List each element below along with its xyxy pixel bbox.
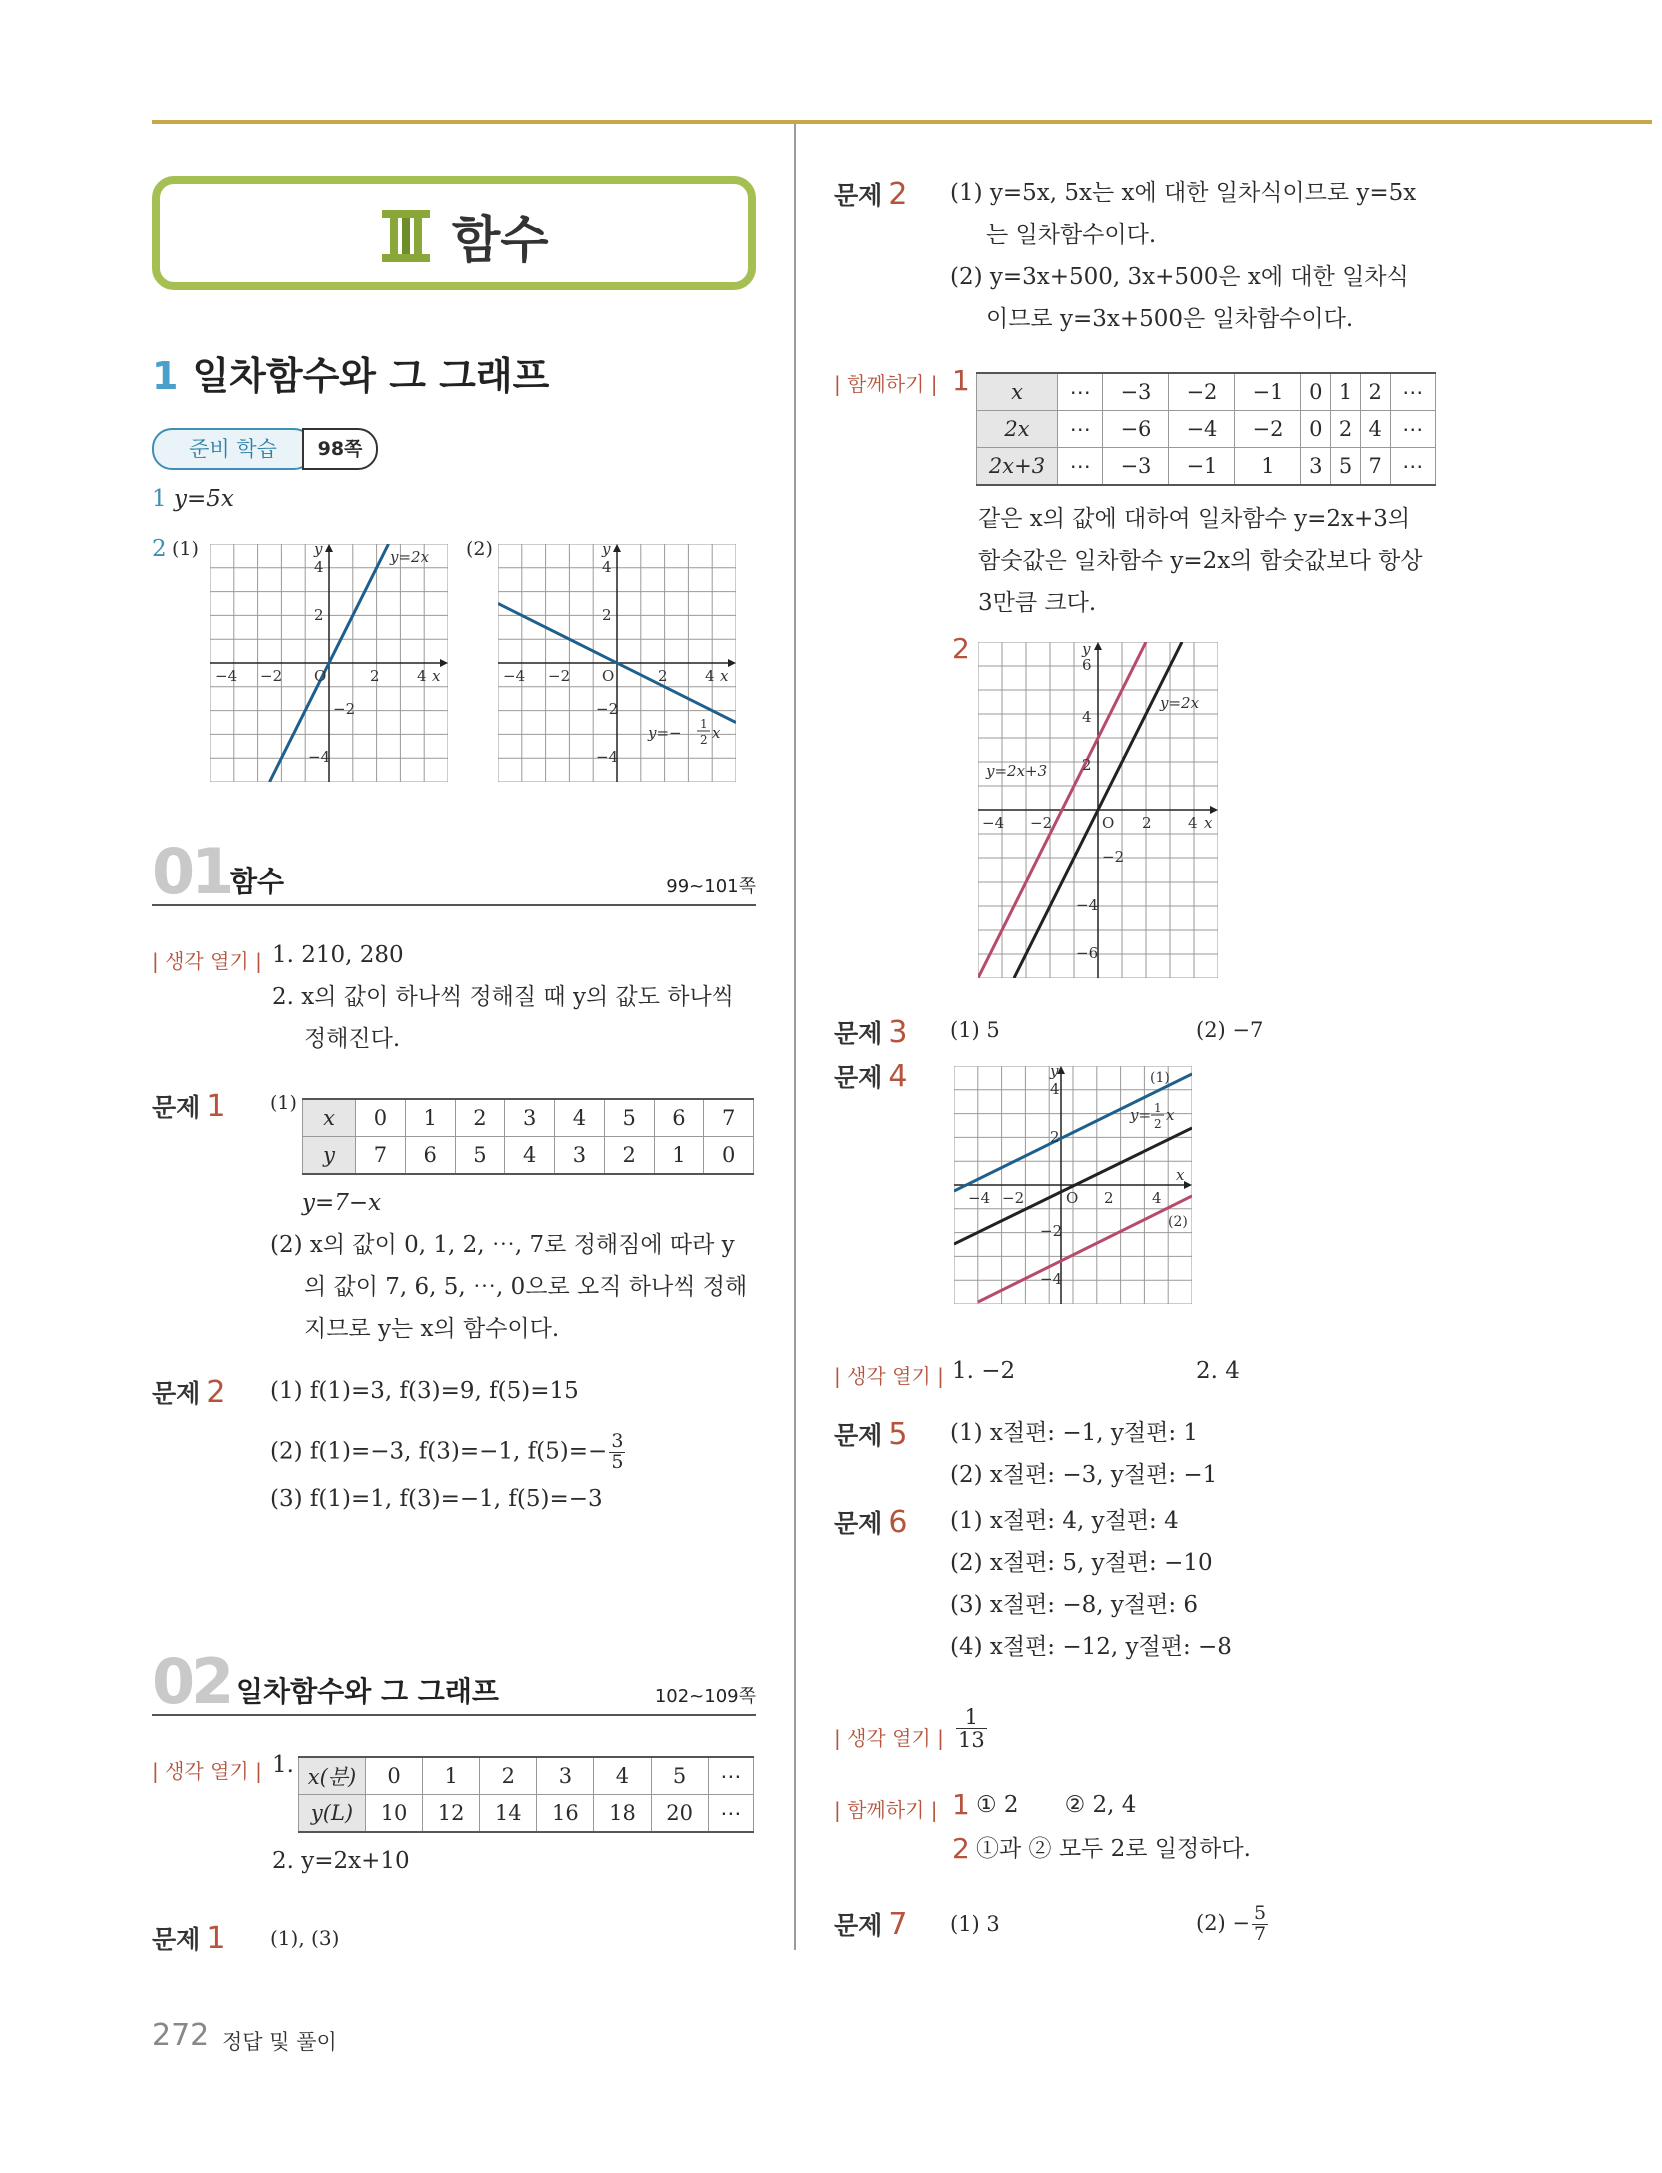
problem-1-table bbox=[302, 1098, 754, 1175]
svg-text:−4: −4 bbox=[1076, 896, 1099, 914]
svg-text:−4: −4 bbox=[968, 1189, 991, 1207]
svg-text:4: 4 bbox=[1152, 1189, 1162, 1207]
subsection-02-pages: 102~109쪽 bbox=[654, 1686, 756, 1707]
problem-1-p2c: 지므로 y는 x의 함수이다. bbox=[304, 1316, 560, 1342]
r-problem-5-l1: (1) x절편: −1, y절편: 1 bbox=[950, 1420, 1199, 1446]
together-1-text3: 3만큼 크다. bbox=[978, 590, 1097, 616]
think2-table bbox=[298, 1756, 754, 1833]
chapter-header bbox=[152, 176, 756, 290]
problem-1-part1: (1) bbox=[270, 1092, 297, 1114]
svg-text:4: 4 bbox=[1082, 708, 1092, 726]
subsection-01-header bbox=[152, 835, 756, 908]
r-problem-2-label: 문제 2 bbox=[834, 177, 908, 212]
table-row: y(L) 10 12 14 16 18 20 ⋯ bbox=[299, 1795, 754, 1833]
svg-text:y: y bbox=[1082, 642, 1091, 658]
subsection-01-number: 01 bbox=[152, 835, 231, 908]
svg-text:2: 2 bbox=[1082, 756, 1092, 774]
svg-text:O: O bbox=[1066, 1189, 1079, 1207]
svg-text:x: x bbox=[432, 667, 441, 685]
svg-text:4: 4 bbox=[314, 558, 324, 576]
chapter-title: 함수 bbox=[452, 211, 549, 269]
prep-label: 준비 학습 bbox=[152, 428, 314, 470]
svg-text:4: 4 bbox=[1188, 814, 1198, 832]
problem-1-p2a: (2) x의 값이 0, 1, 2, ⋯, 7로 정해짐에 따라 y bbox=[270, 1232, 735, 1258]
section-number: 1 bbox=[152, 354, 179, 398]
svg-text:−2: −2 bbox=[548, 667, 571, 685]
together-tag: | 함께하기 | bbox=[834, 372, 938, 396]
r-problem-2-l4: 이므로 y=3x+500은 일차함수이다. bbox=[986, 306, 1354, 332]
think4-fraction: $\frac{1}{13}$ bbox=[958, 1705, 985, 1753]
graph-together-2 bbox=[978, 642, 1218, 978]
section-title bbox=[152, 345, 549, 400]
r-problem-6-l1: (1) x절편: 4, y절편: 4 bbox=[950, 1508, 1179, 1534]
together-1-text2: 함숫값은 일차함수 y=2x의 함숫값보다 항상 bbox=[978, 548, 1423, 574]
subsection-01-title: 함수 bbox=[230, 865, 285, 898]
graph-label-2x: y=2x bbox=[1160, 694, 1200, 712]
svg-text:6: 6 bbox=[1082, 656, 1092, 674]
subsection-02-header bbox=[152, 1645, 756, 1718]
table-row: 2x ⋯ −6 −4 −2 0 2 4 ⋯ bbox=[977, 411, 1436, 448]
table-row: x(분) 0 1 2 3 4 5 ⋯ bbox=[299, 1757, 754, 1795]
r-problem-2-l3: (2) y=3x+500, 3x+500은 x에 대한 일차식 bbox=[950, 264, 1409, 290]
subsection-02-number: 02 bbox=[152, 1645, 231, 1718]
together2-l1: ① 2 ② 2, 4 bbox=[976, 1792, 1137, 1818]
subsection-01-pages: 99~101쪽 bbox=[666, 876, 756, 897]
think3-a2: 2. 4 bbox=[1196, 1358, 1240, 1384]
graph4-part2-label: (2) bbox=[1168, 1214, 1188, 1230]
think1-line1: 1. 210, 280 bbox=[272, 942, 404, 968]
r-problem-2-l2: 는 일차함수이다. bbox=[986, 222, 1157, 248]
prep-answer-2-num: 2 bbox=[152, 536, 167, 562]
subsection-02-title: 일차함수와 그 그래프 bbox=[236, 1675, 499, 1708]
problem-1b-label: 문제 1 bbox=[152, 1921, 226, 1956]
svg-text:−4: −4 bbox=[1040, 1270, 1063, 1288]
svg-text:2: 2 bbox=[314, 606, 324, 624]
graph-y-2x bbox=[210, 544, 448, 782]
r-problem-3-label: 문제 3 bbox=[834, 1015, 908, 1050]
r-problem-7-a2: (2) − $\frac{5}{7}$ bbox=[1196, 1902, 1267, 1945]
svg-text:2: 2 bbox=[602, 606, 612, 624]
together2-l2: ①과 ② 모두 2로 일정하다. bbox=[976, 1836, 1251, 1862]
r-problem-6-l3: (3) x절편: −8, y절편: 6 bbox=[950, 1592, 1199, 1618]
graph4-frac-den: 2 bbox=[1154, 1117, 1162, 1131]
problem-1b-answer: (1), (3) bbox=[270, 1926, 340, 1950]
svg-text:−4: −4 bbox=[215, 667, 238, 685]
prep-answer-1-num: 1 bbox=[152, 486, 167, 512]
graph2-label-prefix: y=− bbox=[648, 724, 682, 742]
svg-text:−4: −4 bbox=[308, 748, 331, 766]
problem-1-label: 문제 1 bbox=[152, 1089, 226, 1124]
section-title-text: 일차함수와 그 그래프 bbox=[192, 354, 550, 398]
r-problem-5-l2: (2) x절편: −3, y절편: −1 bbox=[950, 1462, 1218, 1488]
r-problem-2-l1: (1) y=5x, 5x는 x에 대한 일차식이므로 y=5x bbox=[950, 180, 1417, 206]
svg-text:2: 2 bbox=[658, 667, 668, 685]
r-problem-6-l2: (2) x절편: 5, y절편: −10 bbox=[950, 1550, 1213, 1576]
svg-text:−2: −2 bbox=[1002, 1189, 1025, 1207]
graph-problem-4 bbox=[954, 1066, 1192, 1304]
r-problem-6-label: 문제 6 bbox=[834, 1505, 908, 1540]
svg-text:y: y bbox=[314, 544, 323, 558]
graph4-part1-label: (1) bbox=[1150, 1070, 1170, 1086]
r-problem-6-l4: (4) x절편: −12, y절편: −8 bbox=[950, 1634, 1232, 1660]
think2-n1: 1. bbox=[272, 1752, 294, 1778]
together-2-num: 2 bbox=[952, 632, 970, 665]
together2-n1: 1 bbox=[952, 1788, 970, 1821]
svg-text:O: O bbox=[314, 667, 327, 685]
svg-text:−2: −2 bbox=[260, 667, 283, 685]
prep-answer-1: y=5x bbox=[174, 486, 234, 512]
svg-text:2: 2 bbox=[1142, 814, 1152, 832]
prep-answer-2-part2: (2) bbox=[466, 538, 493, 560]
svg-text:4: 4 bbox=[602, 558, 612, 576]
together2-n2: 2 bbox=[952, 1832, 970, 1865]
table-row: x ⋯ −3 −2 −1 0 1 2 ⋯ bbox=[977, 373, 1436, 411]
svg-text:−2: −2 bbox=[596, 700, 619, 718]
r-problem-5-label: 문제 5 bbox=[834, 1417, 908, 1452]
think3-a1: 1. −2 bbox=[952, 1358, 1016, 1384]
r-problem-4-label: 문제 4 bbox=[834, 1059, 908, 1094]
graph-label-2x-plus-3: y=2x+3 bbox=[986, 762, 1048, 780]
problem-1-p2b: 의 값이 7, 6, 5, ⋯, 0으로 오직 하나씩 정해 bbox=[304, 1274, 748, 1300]
graph4-label-prefix: y= bbox=[1130, 1106, 1152, 1124]
problem-2-line2: (2) f(1)=−3, f(3)=−1, f(5)=− $\frac{3}{5}$ bbox=[270, 1430, 624, 1473]
table-row: y 7 6 5 4 3 2 1 0 bbox=[303, 1137, 754, 1175]
think-open-tag: | 생각 열기 | bbox=[152, 949, 262, 973]
svg-text:2: 2 bbox=[1104, 1189, 1114, 1207]
graph4-frac-num: 1 bbox=[1154, 1101, 1162, 1115]
svg-text:O: O bbox=[602, 667, 615, 685]
think1-line2a: 2. x의 값이 하나씩 정해질 때 y의 값도 하나씩 bbox=[272, 984, 734, 1010]
column-divider bbox=[794, 124, 796, 1950]
roman-numeral-icon bbox=[382, 210, 430, 262]
svg-text:2: 2 bbox=[1050, 1128, 1060, 1146]
graph4-label-suffix: x bbox=[1166, 1106, 1175, 1124]
together-1-num: 1 bbox=[952, 364, 970, 397]
graph2-frac-num: 1 bbox=[700, 717, 708, 731]
svg-text:O: O bbox=[1102, 814, 1115, 832]
graph1-line-label: y=2x bbox=[390, 548, 430, 566]
problem-2-line1: (1) f(1)=3, f(3)=9, f(5)=15 bbox=[270, 1378, 579, 1404]
table-row: x 0 1 2 3 4 5 6 7 bbox=[303, 1099, 754, 1137]
problem-2-line3: (3) f(1)=1, f(3)=−1, f(5)=−3 bbox=[270, 1486, 603, 1512]
together-1-table bbox=[976, 372, 1436, 486]
think-open-tag-3: | 생각 열기 | bbox=[834, 1364, 944, 1388]
together-1-text1: 같은 x의 값에 대하여 일차함수 y=2x+3의 bbox=[978, 506, 1411, 532]
svg-text:−4: −4 bbox=[503, 667, 526, 685]
r-problem-3-a2: (2) −7 bbox=[1196, 1018, 1264, 1042]
table-row: 2x+3 ⋯ −3 −1 1 3 5 7 ⋯ bbox=[977, 448, 1436, 486]
svg-text:y: y bbox=[1050, 1066, 1059, 1080]
think-open-tag-4: | 생각 열기 | bbox=[834, 1726, 944, 1750]
problem-1-eq: y=7−x bbox=[302, 1190, 382, 1216]
svg-text:−2: −2 bbox=[333, 700, 356, 718]
svg-text:4: 4 bbox=[705, 667, 715, 685]
r-problem-3-a1: (1) 5 bbox=[950, 1018, 1000, 1042]
svg-text:x: x bbox=[720, 667, 729, 685]
think-open-tag-2: | 생각 열기 | bbox=[152, 1759, 262, 1783]
svg-text:x: x bbox=[1204, 814, 1213, 832]
svg-text:−2: −2 bbox=[1102, 848, 1125, 866]
graph-y-neg-half-x bbox=[498, 544, 736, 782]
graph2-label-suffix: x bbox=[712, 724, 721, 742]
r-problem-7-a1: (1) 3 bbox=[950, 1912, 1000, 1936]
think2-line2: 2. y=2x+10 bbox=[272, 1848, 410, 1874]
top-rule bbox=[152, 120, 1652, 124]
svg-text:−6: −6 bbox=[1076, 944, 1099, 962]
think1-line2b: 정해진다. bbox=[304, 1026, 401, 1052]
graph2-frac-den: 2 bbox=[700, 733, 708, 747]
svg-text:4: 4 bbox=[1050, 1080, 1060, 1098]
svg-text:−2: −2 bbox=[1040, 1222, 1063, 1240]
prep-answer-2-part1: (1) bbox=[172, 538, 199, 560]
svg-text:−2: −2 bbox=[1030, 814, 1053, 832]
svg-text:−4: −4 bbox=[596, 748, 619, 766]
prep-page: 98쪽 bbox=[302, 428, 378, 470]
svg-text:y: y bbox=[602, 544, 611, 558]
svg-text:2: 2 bbox=[370, 667, 380, 685]
svg-text:−4: −4 bbox=[982, 814, 1005, 832]
page-number: 272 bbox=[152, 2018, 210, 2053]
svg-text:x: x bbox=[1176, 1166, 1185, 1184]
problem-2-label: 문제 2 bbox=[152, 1375, 226, 1410]
together-tag-2: | 함께하기 | bbox=[834, 1798, 938, 1822]
r-problem-7-label: 문제 7 bbox=[834, 1907, 908, 1942]
svg-text:4: 4 bbox=[417, 667, 427, 685]
footer-label: 정답 및 풀이 bbox=[222, 2030, 337, 2054]
